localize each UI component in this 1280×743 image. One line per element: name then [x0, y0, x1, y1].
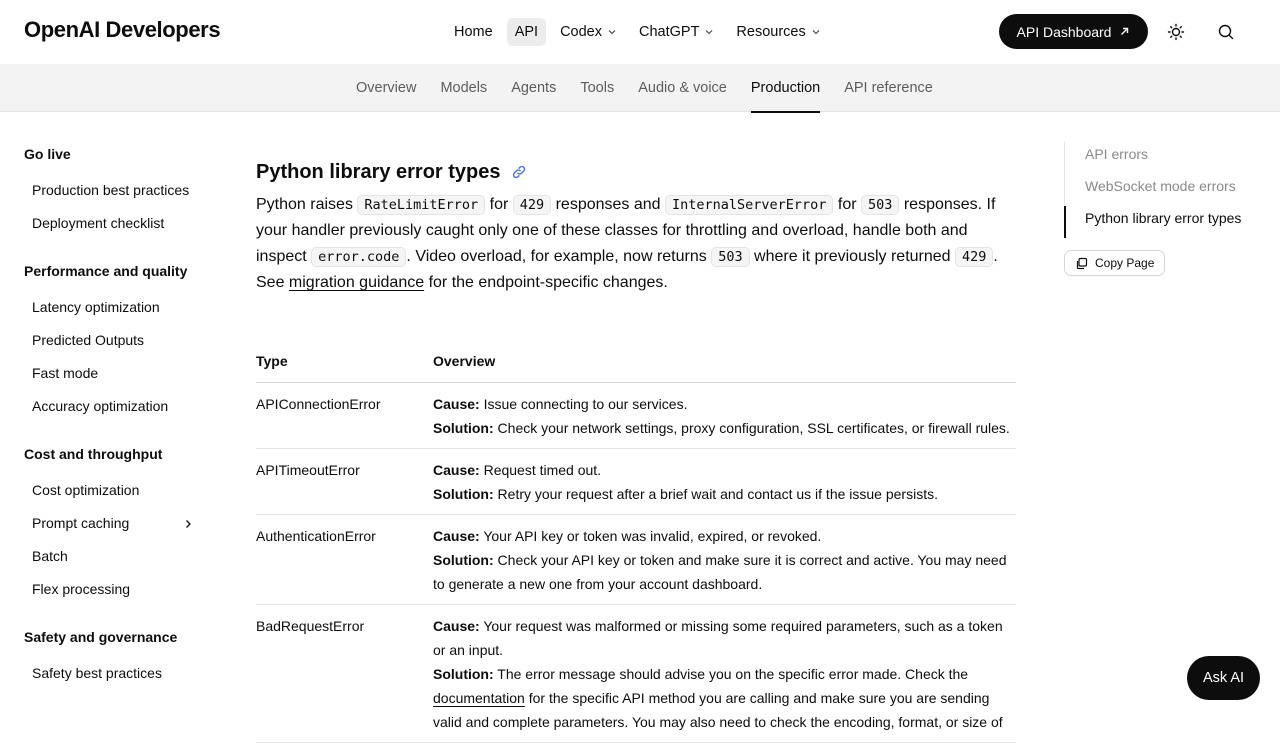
sidebar-item-predicted-outputs[interactable] [24, 324, 204, 357]
sidebar-item-label: Production best practices [32, 182, 190, 198]
sidebar-item-flex-processing[interactable] [24, 573, 204, 606]
error-type: APIConnectionError [256, 382, 433, 448]
sidebar-item-production-best-practices[interactable] [24, 174, 204, 207]
tab-models[interactable]: Models [440, 80, 488, 96]
api-dashboard-label: API Dashboard [1016, 23, 1112, 40]
chevron-right-icon[interactable] [182, 518, 194, 530]
error-overview [433, 382, 1016, 448]
error-overview [433, 604, 1016, 742]
solution-label: Solution: [433, 551, 494, 568]
theme-toggle-button[interactable] [1164, 20, 1188, 44]
sidebar-item-fast-mode[interactable] [24, 357, 204, 390]
sidebar-item-batch[interactable] [24, 540, 204, 573]
main-content [256, 156, 1016, 743]
sidebar-item-label: Latency optimization [32, 299, 160, 315]
chevron-down-icon [704, 27, 714, 37]
sidebar-item-label: Safety best practices [32, 665, 162, 681]
cause-text: Issue connecting to our services. [483, 395, 688, 412]
sun-icon [1167, 23, 1185, 41]
error-overview [433, 448, 1016, 514]
table-row [256, 382, 1016, 448]
sidebar-group-title: Performance and quality [24, 263, 188, 279]
inline-code: 503 [861, 195, 899, 215]
sidebar-item-latency-optimization[interactable] [24, 291, 204, 324]
migration-guidance-link[interactable]: migration guidance [288, 274, 425, 291]
tab-overview[interactable]: Overview [356, 80, 417, 96]
inline-code: error.code [311, 247, 406, 267]
solution-text: for the specific API method you are calling and make sure you are sending valid and complete parameters. You may also need to check the encoding, format, or size of [433, 689, 1003, 730]
intro-text: responses and [551, 196, 665, 213]
intro-text: . Video overload, for example, now returns [406, 248, 712, 265]
brand-logo[interactable]: OpenAI Developers [24, 17, 221, 42]
column-header-overview: Overview [433, 340, 1016, 382]
top-header [0, 0, 1280, 64]
toc-item-websocket-mode-errors[interactable]: WebSocket mode errors [1064, 174, 1264, 206]
cause-text: Your request was malformed or missing some required parameters, such as a token or an input. [433, 617, 1003, 658]
error-type: AuthenticationError [256, 514, 433, 604]
sidebar-item-label: Batch [32, 548, 68, 564]
solution-label: Solution: [433, 419, 494, 436]
section-heading-text: Python library error types [256, 160, 501, 183]
top-nav [446, 18, 829, 46]
inline-code: RateLimitError [357, 195, 485, 215]
inline-code: 429 [513, 195, 551, 215]
intro-text: responses. If your handler previously caught only one of these classes for throttling and overload, handle both and inspect [256, 196, 996, 265]
chevron-down-icon [607, 27, 617, 37]
sidebar-item-label: Accuracy optimization [32, 398, 169, 414]
sidebar-item-label: Deployment checklist [32, 215, 165, 231]
sidebar-item-deployment-checklist[interactable] [24, 207, 204, 240]
intro-paragraph [256, 192, 1016, 296]
intro-text: Python raises [256, 196, 358, 213]
intro-text: for [833, 196, 861, 213]
tab-production[interactable]: Production [739, 64, 832, 112]
table-row [256, 514, 1016, 604]
sidebar-group-title: Cost and throughput [24, 446, 163, 462]
inline-code: 503 [711, 247, 749, 267]
sidebar-item-cost-optimization[interactable] [24, 474, 204, 507]
toc-item-api-errors[interactable]: API errors [1064, 142, 1264, 174]
nav-chatgpt[interactable] [631, 18, 722, 46]
documentation-link[interactable]: documentation [433, 689, 525, 706]
table-row [256, 448, 1016, 514]
cause-text: Your API key or token was invalid, expired, or revoked. [483, 527, 822, 544]
ask-ai-button[interactable]: Ask AI [1187, 656, 1260, 700]
solution-text: The error message should advise you on the specific error made. Check the [497, 665, 969, 682]
inline-code: 429 [955, 247, 993, 267]
sidebar-group-title: Go live [24, 146, 71, 162]
nav-api[interactable] [507, 18, 546, 46]
sidebar-item-label: Predicted Outputs [32, 332, 145, 348]
nav-chatgpt-label: ChatGPT [638, 24, 700, 40]
search-button[interactable] [1214, 20, 1238, 44]
tab-tools[interactable]: Tools [580, 80, 615, 96]
solution-text: Check your network settings, proxy configuration, SSL certificates, or firewall rules. [497, 419, 1010, 436]
chevron-down-icon [811, 27, 821, 37]
error-overview [433, 514, 1016, 604]
nav-api-label: API [514, 24, 539, 40]
toc-item-python-library-error-types[interactable]: Python library error types [1064, 206, 1264, 238]
table-of-contents [1064, 142, 1264, 276]
arrow-up-right-icon [1119, 26, 1130, 37]
error-type: APITimeoutError [256, 448, 433, 514]
nav-home[interactable] [446, 18, 501, 46]
tab-api-reference[interactable]: API reference [844, 80, 933, 96]
tab-agents[interactable]: Agents [511, 80, 557, 96]
sidebar-item-label: Cost optimization [32, 482, 140, 498]
cause-label: Cause: [433, 395, 480, 412]
error-type: BadRequestError [256, 604, 433, 742]
sidebar-item-accuracy-optimization[interactable] [24, 390, 204, 423]
sidebar-group-title: Safety and governance [24, 629, 178, 645]
intro-text: where it previously returned [749, 248, 956, 265]
solution-label: Solution: [433, 485, 494, 502]
solution-label: Solution: [433, 665, 494, 682]
copy-icon [1075, 257, 1088, 270]
table-header-row [256, 340, 1016, 382]
api-dashboard-button[interactable] [999, 14, 1148, 49]
nav-codex-label: Codex [560, 24, 602, 40]
link-icon[interactable] [511, 164, 527, 180]
table-row [256, 604, 1016, 742]
tab-audio-voice[interactable]: Audio & voice [638, 80, 727, 96]
search-icon [1217, 23, 1235, 41]
left-sidebar [24, 140, 204, 690]
nav-home-label: Home [454, 24, 493, 40]
nav-resources-label: Resources [736, 24, 806, 40]
section-heading [256, 156, 1016, 188]
intro-text: . See [256, 248, 998, 291]
nav-codex[interactable] [552, 18, 625, 46]
nav-resources[interactable] [728, 18, 828, 46]
sidebar-item-label: Fast mode [32, 365, 99, 381]
intro-text: for the endpoint-specific changes. [424, 274, 668, 291]
sidebar-item-prompt-caching[interactable] [24, 507, 204, 540]
column-header-type: Type [256, 340, 433, 382]
sub-nav [0, 64, 1280, 112]
cause-label: Cause: [433, 617, 480, 634]
inline-code: InternalServerError [665, 195, 833, 215]
cause-text: Request timed out. [483, 461, 602, 478]
solution-text: Retry your request after a brief wait and contact us if the issue persists. [497, 485, 938, 502]
sidebar-item-label: Flex processing [32, 581, 131, 597]
copy-page-button[interactable] [1064, 250, 1165, 276]
cause-label: Cause: [433, 527, 480, 544]
copy-page-label: Copy Page [1095, 256, 1155, 270]
cause-label: Cause: [433, 461, 480, 478]
error-types-table [256, 340, 1016, 743]
sidebar-item-label: Prompt caching [32, 515, 130, 531]
solution-text: Check your API key or token and make sure it is correct and active. You may need to generate a new one from your account dashboard. [433, 551, 1007, 592]
sidebar-item-safety-best-practices[interactable] [24, 657, 204, 690]
intro-text: for [485, 196, 513, 213]
